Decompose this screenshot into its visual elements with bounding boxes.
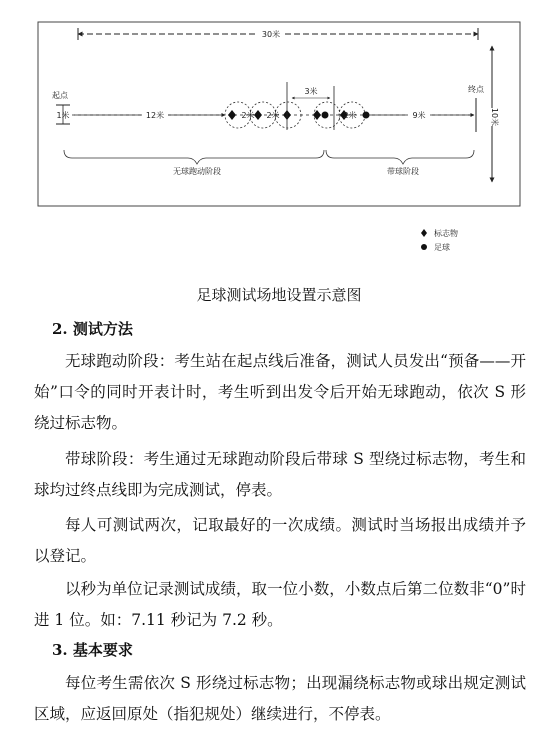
section-heading: 3. 基本要求: [52, 641, 133, 659]
first-distance-label: 12米: [145, 111, 165, 120]
legend-ball-icon: [421, 244, 427, 250]
paragraph: 每人可测试两次，记取最好的一次成绩。测试时当场报出成绩并予以登记。: [34, 516, 526, 565]
paragraph: 每位考生需依次 S 形绕过标志物；出现漏绕标志物或球出规定测试区域，应返回原处（指犯规处）继续进行，不停表。: [34, 674, 526, 723]
section-heading: 2. 测试方法: [52, 320, 133, 338]
last-distance-label: 9米: [412, 111, 426, 120]
marker-icon: [228, 110, 236, 120]
paragraph: 以秒为单位记录测试成绩，取一位小数，小数点后第二位数非“0”时进 1 位。如：7.11 秒记为 7.2 秒。: [34, 580, 526, 629]
figure-caption: 足球测试场地设置示意图: [196, 286, 362, 304]
cross-gap-label: 3米: [304, 87, 318, 96]
legend-ball-label: 足球: [434, 243, 450, 252]
ball-icon: [322, 112, 329, 119]
start-width-label: 1米: [56, 111, 70, 120]
legend-marker-icon: [421, 229, 427, 237]
gap-label: 2米: [266, 111, 280, 120]
end-label: 终点: [468, 85, 484, 94]
paragraph: 带球阶段：考生通过无球跑动阶段后带球 S 型绕过标志物，考生和球均过终点线即为完成测试，停表。: [34, 450, 526, 499]
total-distance-label: 30米: [261, 30, 281, 39]
phase-no-ball-label: 无球跑动阶段: [173, 167, 221, 176]
brace-ball: [326, 150, 474, 164]
marker-icon: [254, 110, 262, 120]
phase-ball-label: 带球阶段: [387, 167, 419, 176]
field-diagram: [0, 0, 558, 260]
start-label: 起点: [52, 91, 68, 100]
gap-label: 2米: [241, 111, 255, 120]
width-label: 10米: [490, 107, 499, 127]
ball-icon: [363, 112, 370, 119]
gap-label: 2米: [343, 111, 357, 120]
legend-marker-label: 标志物: [434, 229, 458, 238]
paragraph: 无球跑动阶段：考生站在起点线后准备，测试人员发出“预备——开始”口令的同时开表计时，考生听到出发令后开始无球跑动，依次 S 形绕过标志物。: [34, 352, 526, 432]
brace-no-ball: [64, 150, 324, 164]
